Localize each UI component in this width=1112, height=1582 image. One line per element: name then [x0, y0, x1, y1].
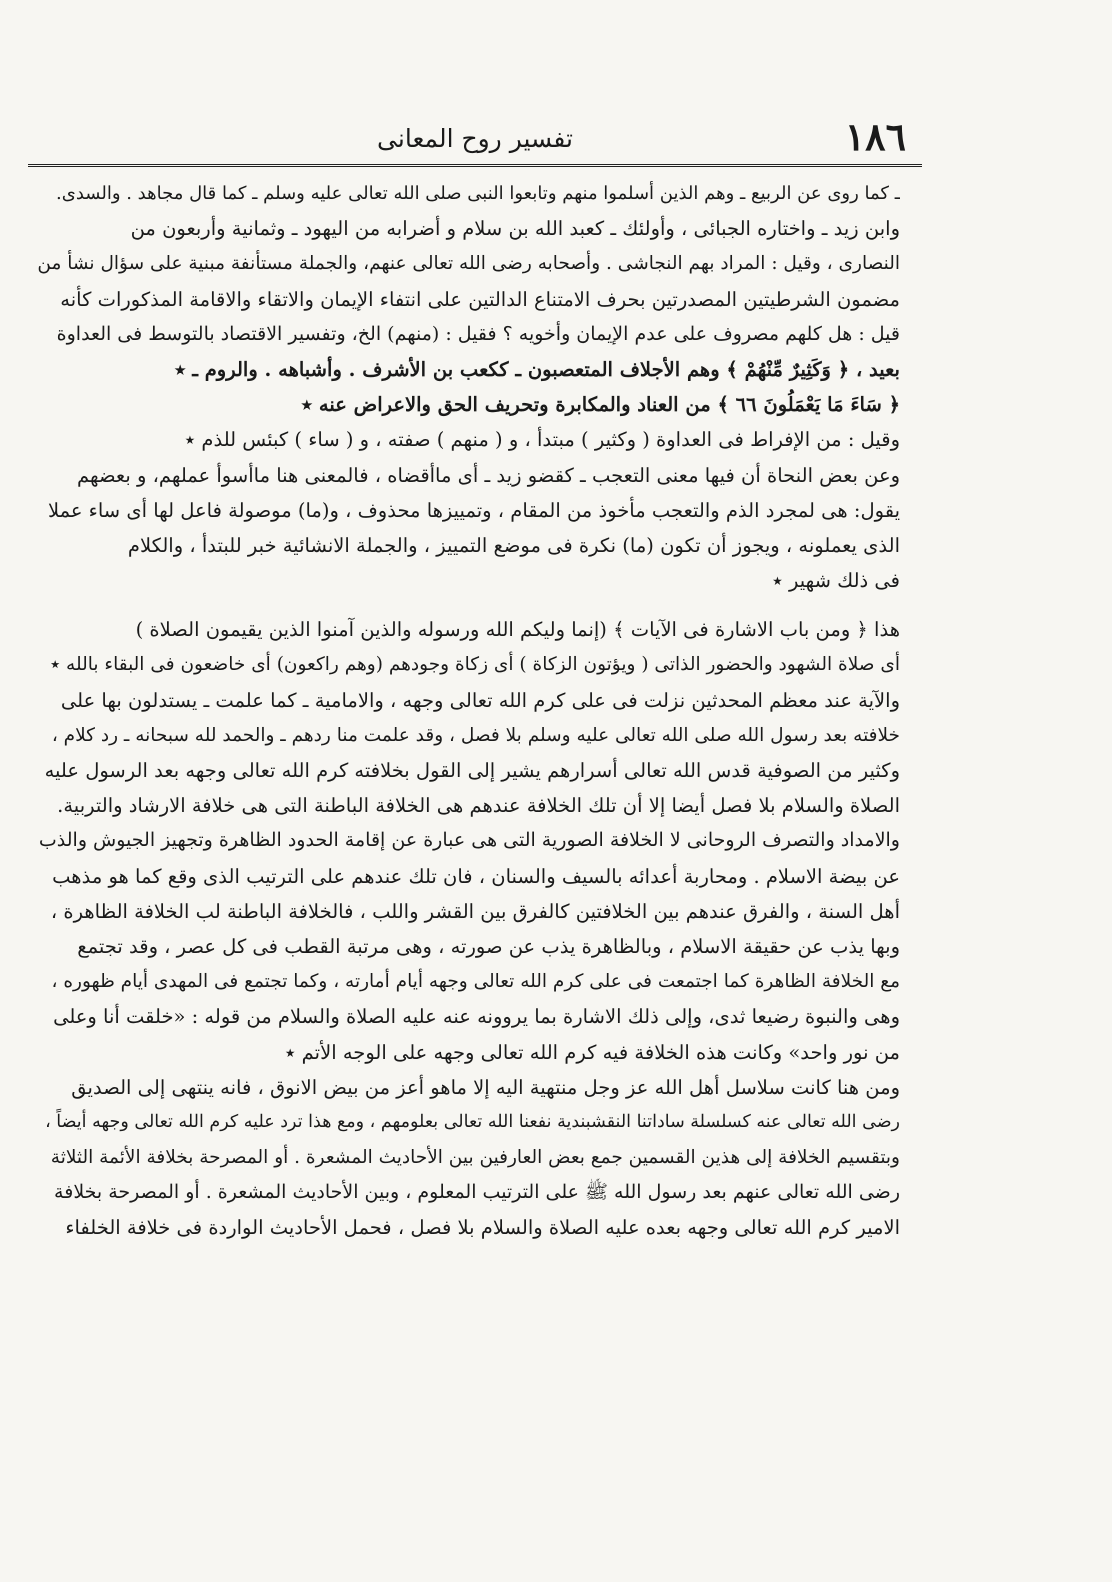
text-line: من نور واحد» وكانت هذه الخلافة فيه كرم الله تعالى وجهه على الوجه الأتم ٭ — [284, 1040, 900, 1064]
text-line: النصارى ، وقيل : المراد بهم النجاشى . وأصحابه رضى الله تعالى عنهم، والجملة مستأنفة مبنية على سؤال نشأ من — [37, 253, 900, 275]
text-line: أهل السنة ، والفرق عندهم بين الخلافتين كالفرق بين القشر واللب ، فالخلافة الباطنة لب الخلافة الظاهرة ، — [50, 899, 900, 923]
page-number: ١٨٦ — [844, 114, 906, 159]
text-line: عن بيضة الاسلام . ومحاربة أعدائه بالسيف والسنان ، فان تلك عندهم على الترتيب الذى وقع كما هو مذهب — [52, 864, 900, 888]
text-line: وقيل : من الإفراط فى العداوة ( وكثير ) مبتدأ ، و ( منهم ) صفته ، و ( ساء ) كبئس للذم ٭ — [184, 428, 900, 452]
quran-verse-line: ﴿ سَاءَ مَا يَعْمَلُونَ ٦٦ ﴾ من العناد والمكابرة وتحريف الحق والاعراض عنه ٭ — [301, 393, 900, 417]
running-title: تفسير روح المعانى — [377, 124, 573, 153]
text-line: هذا ﴿ ومن باب الاشارة فى الآيات ﴾ (إنما وليكم الله ورسوله والذين آمنوا الذين يقيمون الصلاة ) — [135, 618, 900, 642]
text-line: وبتقسيم الخلافة إلى هذين القسمين جمع بعض العارفين بين الأحاديث المشعرة . أو المصرحة بخلافة الأئمة الثلاثة — [50, 1147, 900, 1169]
text-line: خلافته بعد رسول الله صلى الله تعالى عليه وسلم بلا فصل ، وقد علمت منا ردهم ـ والحمد لله سبحانه ـ رد كلام ، — [51, 724, 900, 746]
text-line: وبها يذب عن حقيقة الاسلام ، وبالظاهرة يذب عن صورته ، وهى مرتبة القطب فى كل عصر ، وقد تجتمع — [77, 934, 900, 958]
text-line: الامير كرم الله تعالى وجهه بعده عليه الصلاة والسلام بلا فصل ، فحمل الأحاديث الواردة فى خلافة الخلفاء — [65, 1216, 900, 1240]
text-line: رضى الله تعالى عنه كسلسلة ساداتنا النقشبندية نفعنا الله تعالى بعلومهم ، ومع هذا ترد عليه كرم الله تعالى وجهه أيضاً ، — [45, 1111, 900, 1132]
text-line: الذى يعملونه ، ويجوز أن تكون (ما) نكرة فى موضع التمييز ، والجملة الانشائية خبر للبتدأ ، والكلام — [127, 533, 900, 557]
text-line: فى ذلك شهير ٭ — [772, 569, 900, 593]
text-line: يقول: هى لمجرد الذم والتعجب مأخوذ من المقام ، وتمييزها محذوف ، و(ما) موصولة فاعل لها أى ساء عملا — [47, 498, 900, 522]
text-line: وعن بعض النحاة أن فيها معنى التعجب ـ كقضو زيد ـ أى ماأقضاه ، فالمعنى هنا ماأسوأ عملهم، و بعضهم — [77, 463, 900, 487]
text-line: رضى الله تعالى عنهم بعد رسول الله ﷺ على الترتيب المعلوم ، وبين الأحاديث المشعرة . أو المصرحة بخلافة — [54, 1181, 900, 1204]
text-line: والامداد والتصرف الروحانى لا الخلافة الصورية التى هى عبارة عن إقامة الحدود الظاهرة وتجهيز الجيوش والذب — [38, 829, 900, 852]
text-line: وابن زيد ـ واختاره الجبائى ، وأولئك ـ كعبد الله بن سلام و أضرابه من اليهود ـ وثمانية وأربعون من — [130, 217, 900, 241]
text-line: الصلاة والسلام بلا فصل أيضا إلا أن تلك الخلافة عندهم هى الخلافة الباطنة التى هى خلافة الارشاد والتربية. — [57, 794, 900, 818]
text-line: أى صلاة الشهود والحضور الذاتى ( ويؤتون الزكاة ) أى زكاة وجودهم (وهم راكعون) أى خاضعون فى البقاء بالله ٭ — [50, 654, 900, 676]
text-line: قيل : هل كلهم مصروف على عدم الإيمان وأخويه ؟ فقيل : (منهم) الخ، وتفسير الاقتصاد بالتوسط فى العداوة — [56, 322, 900, 345]
text-line: مع الخلافة الظاهرة كما اجتمعت فى على كرم الله تعالى وجهه أيام أمارته ، وكما تجتمع فى المهدى أيام ظهوره ، — [51, 971, 900, 993]
text-line: ومن هنا كانت سلاسل أهل الله عز وجل منتهية اليه إلا ماهو أعز من بيض الانوق ، فانه ينتهى إلى الصديق — [71, 1075, 900, 1099]
quran-verse-line: بعيد ، ﴿ وَكَثِيرٌ مِّنْهُمْ ﴾ وهم الأجلاف المتعصبون ـ ككعب بن الأشرف . وأشباهه . والروم ـ ٭ — [174, 357, 900, 381]
text-line: وكثير من الصوفية قدس الله تعالى أسرارهم يشير إلى القول بخلافته كرم الله تعالى وجهه بعد الرسول عليه — [44, 759, 900, 782]
page-header — [28, 108, 922, 167]
text-line: مضمون الشرطيتين المصدرتين بحرف الامتناع الدالتين على انتفاء الإيمان والاتقاء والاقامة المذكورات كأنه — [60, 287, 900, 311]
text-line: والآية عند معظم المحدثين نزلت فى على كرم الله تعالى وجهه ، والامامية ـ كما علمت ـ يستدلون بها على — [60, 688, 900, 712]
body-text — [36, 176, 900, 1246]
text-line: وهى والنبوة رضيعا ثدى، وإلى ذلك الاشارة بما يروونه عنه عليه الصلاة والسلام من قوله : «خلقت أنا وعلى — [53, 1005, 900, 1029]
text-line: ـ كما روى عن الربيع ـ وهم الذين أسلموا منهم وتابعوا النبى صلى الله تعالى عليه وسلم ـ كما قال مجاهد . والسدى. — [56, 183, 900, 204]
